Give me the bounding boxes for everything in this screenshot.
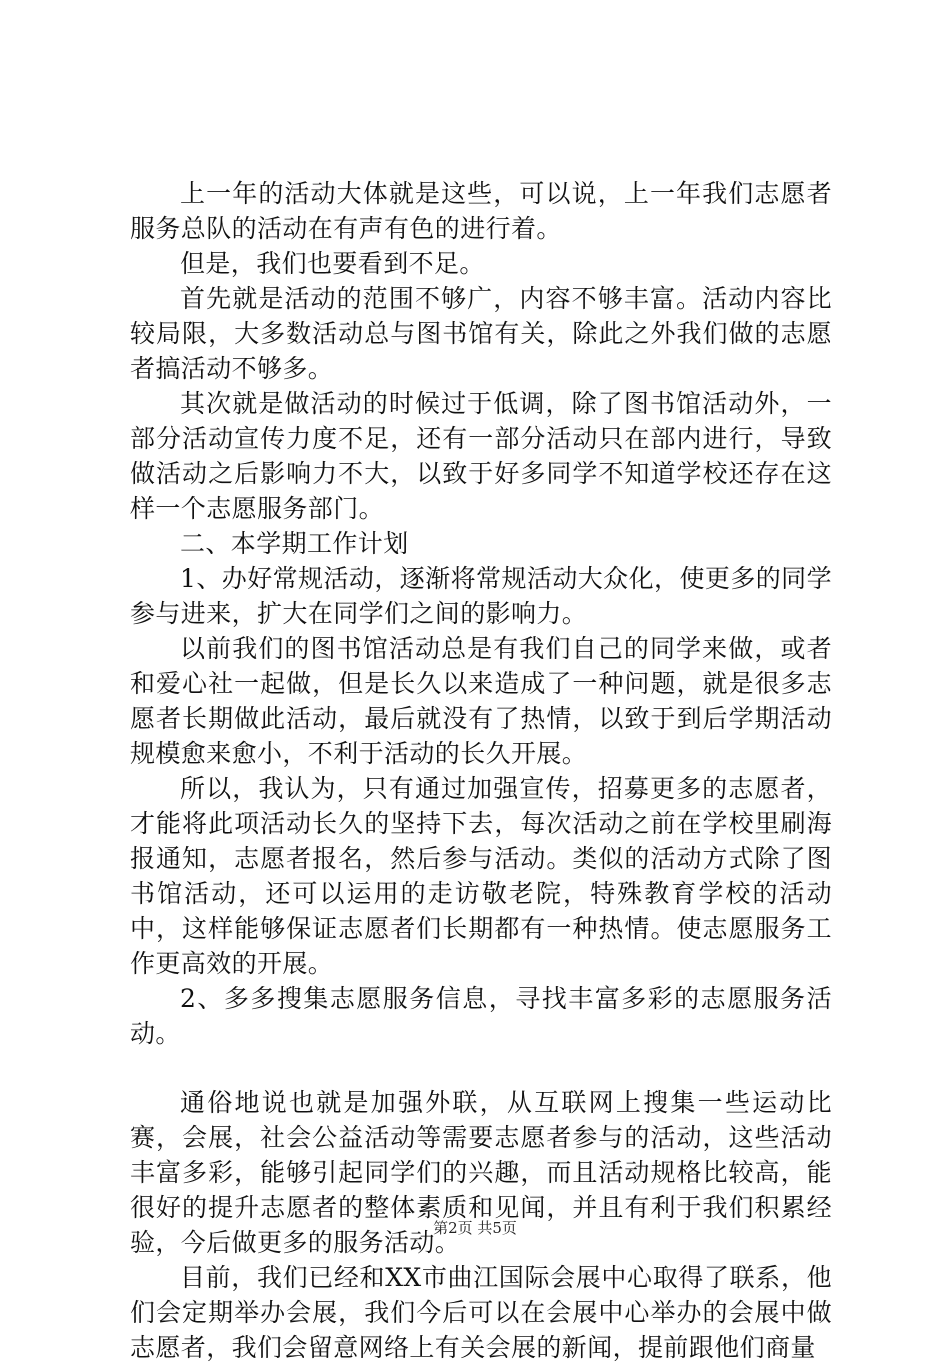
paragraph-shortcomings-intro: 但是，我们也要看到不足。 — [180, 249, 485, 278]
paragraph-exhibition-center: 目前，我们已经和XX市曲江国际会展中心取得了联系，他们会定期举办会展，我们今后可以在会展中心举办的会展中做志愿者，我们会留意网络上有关会展的新闻，提前跟他们商量 — [130, 1263, 832, 1362]
paragraph-summary: 上一年的活动大体就是这些，可以说，上一年我们志愿者服务总队的活动在有声有色的进行着。 — [130, 179, 832, 243]
paragraph-shortcoming-scope: 首先就是活动的范围不够广，内容不够丰富。活动内容比较局限，大多数活动总与图书馆有关，除此之外我们做的志愿者搞活动不够多。 — [130, 284, 832, 383]
paragraph-shortcoming-publicity: 其次就是做活动的时候过于低调，除了图书馆活动外，一部分活动宣传力度不足，还有一部分活动只在部内进行，导致做活动之后影响力不大，以致于好多同学不知道学校还存在这样一个志愿服务部门。 — [130, 389, 832, 523]
paragraph-library-history: 以前我们的图书馆活动总是有我们自己的同学来做，或者和爱心社一起做，但是长久以来造成了一种问题，就是很多志愿者长期做此活动，最后就没有了热情，以致于到后学期活动规模愈来愈小，不利于活动的长久开展。 — [130, 634, 832, 768]
plan-item-1: 1、办好常规活动，逐渐将常规活动大众化，使更多的同学参与进来，扩大在同学们之间的影响力。 — [130, 564, 832, 628]
paragraph-outreach: 通俗地说也就是加强外联，从互联网上搜集一些运动比赛，会展，社会公益活动等需要志愿者参与的活动，这些活动丰富多彩，能够引起同学们的兴趣，而且活动规格比较高，能很好的提升志愿者的整体素质和见闻，并且有利于我们积累经验，今后做更多的服务活动。 — [130, 1088, 832, 1257]
section-heading-plan: 二、本学期工作计划 — [180, 529, 409, 558]
page-number-footer: 第2页 共5页 — [433, 1219, 517, 1237]
paragraph-gap — [130, 1051, 832, 1085]
plan-item-2: 2、多多搜集志愿服务信息，寻找丰富多彩的志愿服务活动。 — [130, 984, 832, 1048]
paragraph-recruitment: 所以，我认为，只有通过加强宣传，招募更多的志愿者，才能将此项活动长久的坚持下去，每次活动之前在学校里刷海报通知，志愿者报名，然后参与活动。类似的活动方式除了图书馆活动，还可以运用的走访敬老院，特殊教育学校的活动中，这样能够保证志愿者们长期都有一种热情。使志愿服务工作更高效的开展。 — [130, 774, 832, 978]
document-body — [130, 176, 832, 1365]
